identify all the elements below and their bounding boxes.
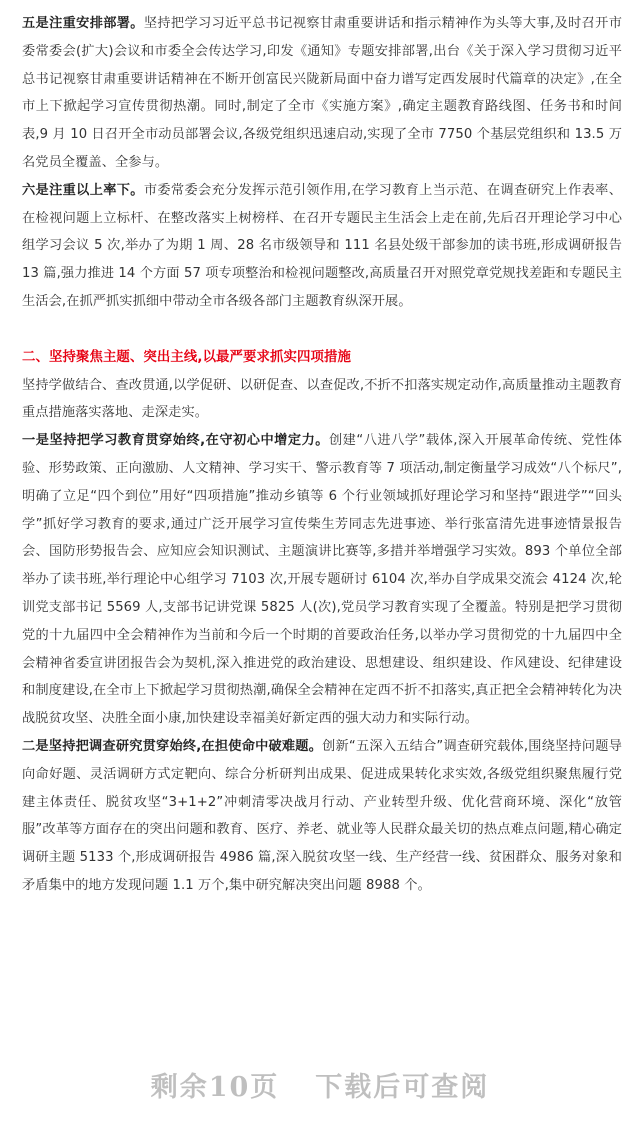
download-hint-label: 下载后可查阅 — [315, 1071, 490, 1103]
document-body — [22, 10, 622, 900]
section-two-title: 二、坚持聚焦主题、突出主线,以最严要求抓实四项措施 — [22, 349, 351, 365]
remaining-pages-label: 剩余10页 — [150, 1071, 280, 1103]
paragraph-five-text: 坚持把学习习近平总书记视察甘肃重要讲话和指示精神作为头等大事,及时召开市委常委会(扩大)会议和市委全会传达学习,印发《通知》专题安排部署,出台《关于深入学习贯彻习近平总书记视察甘肃重要讲话精神在不断开创富民兴陇新局面中奋力谱写定西发展时代篇章的决定》,在全市上下掀起学习宣传贯彻热潮。同时,制定了全市《实施方案》,确定主题教育路线图、任务书和时间表,9 月 10 日召开全市动员部署会议,各级党组织迅速启动,实现了全市 7750 个基层党组织和 13.5 万名党员全覆盖、全参与。 — [22, 16, 622, 170]
item-two — [22, 733, 622, 900]
paragraph-five-lead: 五是注重安排部署。 — [22, 16, 144, 31]
paragraph-five — [22, 10, 622, 177]
download-banner[interactable] — [0, 1064, 640, 1104]
item-one — [22, 427, 622, 733]
item-two-lead: 二是坚持把调查研究贯穿始终,在担使命中破难题。 — [22, 738, 323, 754]
item-one-lead: 一是坚持把学习教育贯穿始终,在守初心中增定力。 — [22, 433, 329, 449]
paragraph-six-lead: 六是注重以上率下。 — [22, 182, 144, 198]
paragraph-six — [22, 177, 622, 316]
item-one-text: 创建“八进八学”载体,深入开展革命传统、党性体验、形势政策、正向激励、人文精神、学习实干、警示教育等 7 项活动,制定衡量学习成效“八个标尺”,明确了立足“四个到位”用好“四项措施”推动乡镇等 6 个行业领域抓好理论学习和坚持“跟进学”“回头学”抓好学习教育的要求,通过广泛开展学习宣传柴生芳同志先进事迹、举行张富清先进事迹情景报告会、国防形势报告会、应知应会知识测试、主题演讲比赛等,多措并举增强学习实效。893 个单位全部举办了读书班,举行理论中心组学习 7103 次,开展专题研讨 6104 次,举办自学成果交流会 4124 次,轮训党支部书记 5569 人,支部书记讲党课 5825 人(次),党员学习教育实现了全覆盖。特别是把学习贯彻党的十九届四中全会精神作为当前和今后一个时期的首要政治任务,以举办学习贯彻党的十九届四中全会精神省委宣讲团报告会为契机,深入推进党的政治建设、思想建设、组织建设、作风建设、纪律建设和制度建设,在全市上下掀起学习贯彻热潮,确保全会精神在定西不折不扣落实,真正把全会精神转化为决战脱贫攻坚、决胜全面小康,加快建设幸福美好新定西的强大动力和实际行动。 — [22, 433, 622, 727]
section-two-intro: 坚持学做结合、查改贯通,以学促研、以研促查、以查促改,不折不扣落实规定动作,高质量推动主题教育重点措施落实落地、走深走实。 — [22, 377, 622, 421]
section-spacer — [22, 316, 622, 344]
item-two-text: 创新“五深入五结合”调查研究载体,围绕坚持问题导向命好题、灵活调研方式定靶向、综合分析研判出成果、促进成果转化求实效,各级党组织聚焦履行党建主体责任、脱贫攻坚“3+1+2”冲刺清零决战月行动、产业转型升级、优化营商环境、深化“放管服”改革等方面存在的突出问题和教育、医疗、养老、就业等人民群众最关切的热点难点问题,精心确定调研主题 5133 个,形成调研报告 4986 篇,深入脱贫攻坚一线、生产经营一线、贫困群众、服务对象和矛盾集中的地方发现问题 1.1 万个,集中研究解决突出问题 8988 个。 — [22, 738, 622, 893]
paragraph-six-text: 市委常委会充分发挥示范引领作用,在学习教育上当示范、在调查研究上作表率、在检视问题上立标杆、在整改落实上树榜样、在召开专题民主生活会上走在前,先后召开理论学习中心组学习会议 5 次,举办了为期 1 周、28 名市级领导和 111 名县处级干部参加的读书班,形成调研报告 13 篇,强力推进 14 个方面 57 项专项整治和检视问题整改,高质量召开对照党章党规找差距和专题民主生活会,在抓严抓实抓细中带动全市各级各部门主题教育纵深开展。 — [22, 182, 622, 309]
